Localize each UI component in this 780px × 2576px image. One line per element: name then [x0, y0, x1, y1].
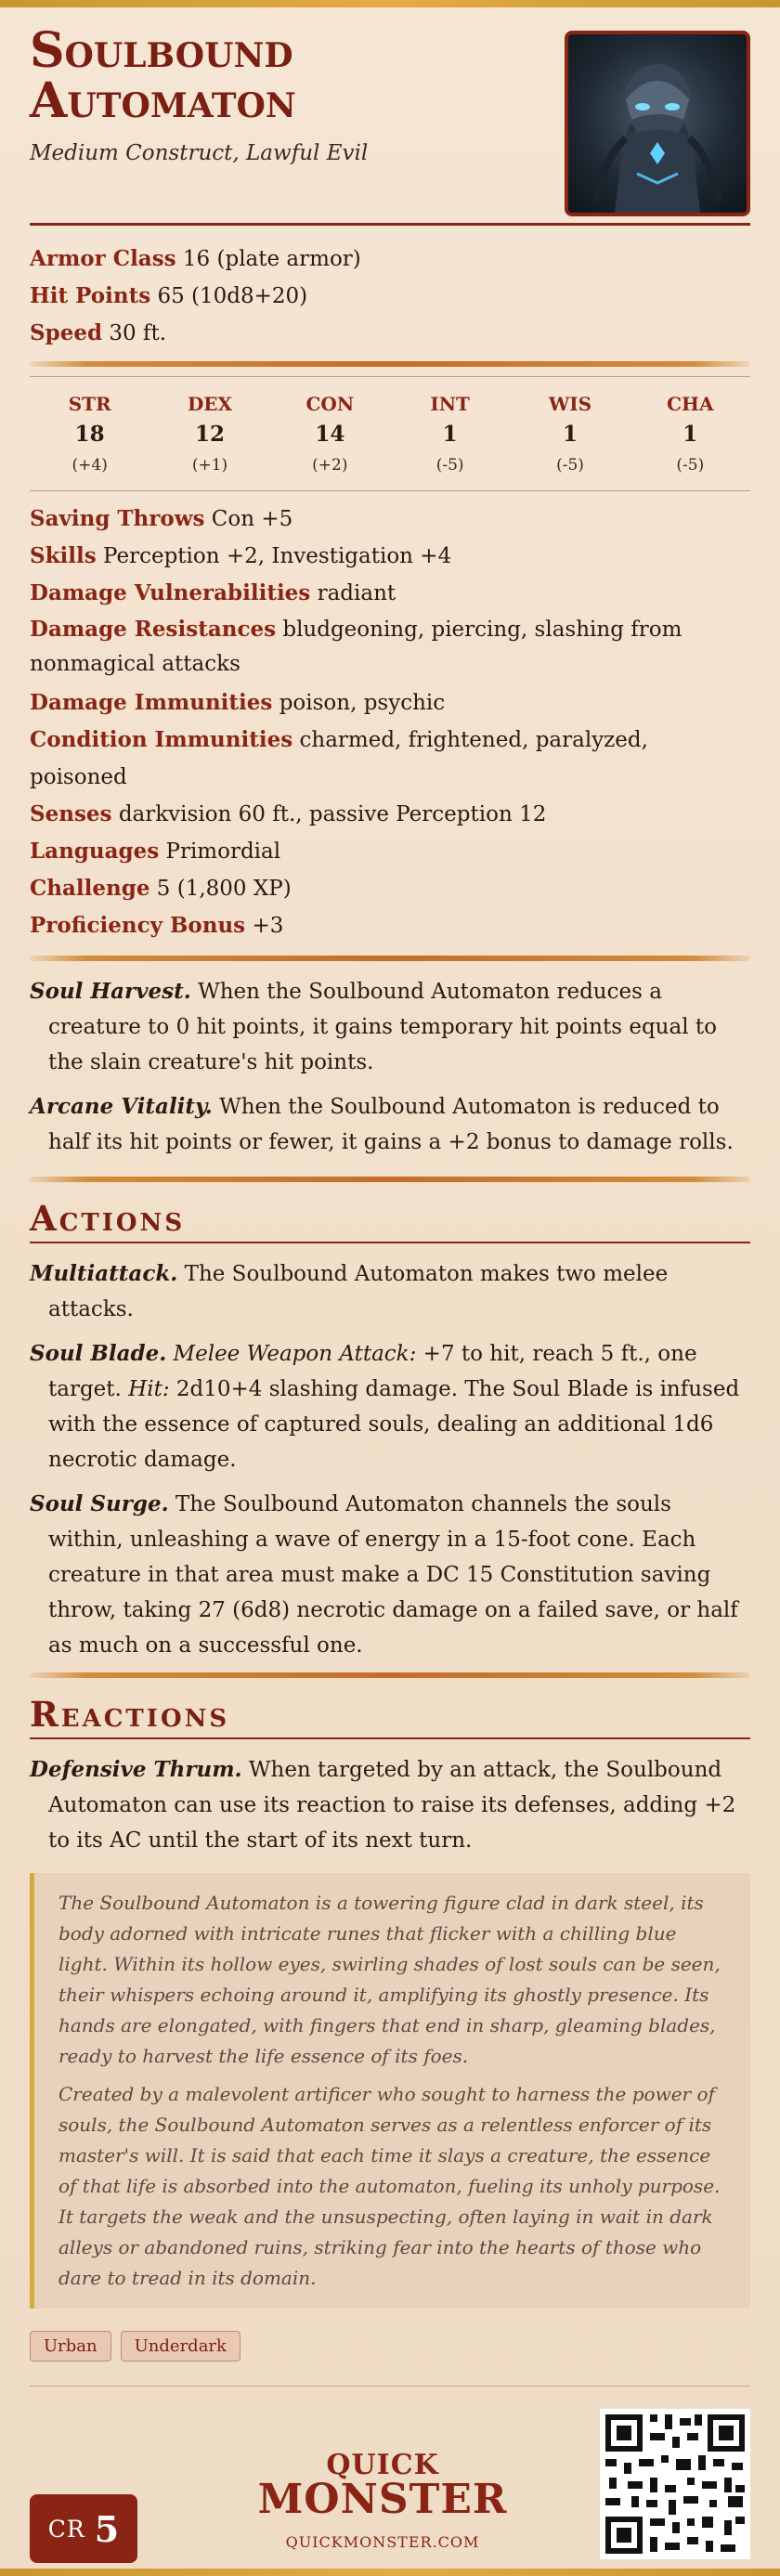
action-multiattack — [30, 1256, 750, 1327]
action-name: Multiattack. — [30, 1261, 178, 1286]
prop-value: darkvision 60 ft., passive Perception 12 — [118, 802, 547, 826]
action-soul-surge — [30, 1487, 750, 1663]
footer — [30, 2387, 750, 2572]
reaction-text: When targeted by an attack, the Soulbound Automaton can use its reaction to raise its defenses, adding +2 to its AC until the start of its next turn. — [48, 1758, 736, 1853]
gold-divider — [30, 1177, 750, 1182]
logo-line-2: MONSTER — [257, 2476, 508, 2523]
hit-points — [30, 278, 750, 315]
logo-line-1: QUICK — [326, 2449, 439, 2481]
prop-value: bludgeoning, piercing, slashing from nonmagical attacks — [30, 618, 682, 676]
damage-vulnerabilities — [30, 575, 750, 612]
ability-con — [270, 390, 390, 479]
challenge — [30, 870, 750, 907]
qr-code-icon — [600, 2409, 750, 2559]
prop-label: Challenge — [30, 876, 150, 901]
cr-value: 5 — [94, 2507, 120, 2550]
ability-name: WIS — [548, 393, 592, 415]
tags — [30, 2331, 750, 2387]
reaction-name: Defensive Thrum. — [30, 1757, 242, 1782]
damage-immunities — [30, 684, 750, 722]
attack-text: +7 to hit, reach 5 ft., one target. — [48, 1342, 697, 1401]
monster-name: Soulbound Automaton — [30, 22, 296, 129]
ability-score: 1 — [442, 422, 458, 447]
ability-name: STR — [68, 393, 111, 415]
header — [30, 22, 750, 223]
ability-scores — [30, 376, 750, 491]
monster-meta: Medium Construct, Lawful Evil — [30, 141, 369, 165]
hit-points-value: 65 (10d8+20) — [157, 284, 308, 308]
traits — [30, 961, 750, 1177]
armor-class — [30, 241, 750, 278]
prop-value: Primordial — [165, 839, 281, 864]
trait-text: When the Soulbound Automaton is reduced to half its hit points or fewer, it gains a +2 bonus to damage rolls. — [48, 1095, 734, 1154]
prop-value: charmed, frightened, paralyzed, poisoned — [30, 728, 648, 789]
action-text: The Soulbound Automaton channels the souls within, unleashing a wave of energy in a 15-foot cone. Each creature in that area must make a DC 15 Constitution saving throw, taking 27 (6d8) necrotic damage on a failed save, or half as much on a successful one. — [48, 1492, 738, 1658]
prop-label: Languages — [30, 839, 160, 864]
prop-value: 5 (1,800 XP) — [156, 877, 292, 901]
action-text: The Soulbound Automaton makes two melee attacks. — [48, 1262, 669, 1321]
actions-list — [30, 1256, 750, 1663]
ability-score: 12 — [194, 422, 225, 447]
hit-points-label: Hit Points — [30, 283, 151, 308]
ability-name: INT — [430, 393, 470, 415]
lore-paragraph: Created by a malevolent artificer who sought to harness the power of souls, the Soulbound Automaton serves as a relentless enforcer of its master's will. It is said that each time it slays a creature, the essence of that life is absorbed into the automaton, fueling its unholy purpose. It targets the weak and the unsuspecting, often laying in wait in dark alleys or abandoned ruins, striking fear into the hearts of those who dare to tread in its domain. — [58, 2083, 721, 2289]
prop-label: Senses — [30, 801, 112, 826]
prop-value: Con +5 — [211, 507, 293, 531]
ability-name: DEX — [187, 393, 233, 415]
attack-type: Melee Weapon Attack: — [173, 1342, 417, 1366]
ability-modifier: (-5) — [436, 456, 464, 475]
logo-url[interactable]: QUICKMONSTER.COM — [285, 2533, 480, 2551]
skills — [30, 538, 750, 575]
qr-code-graphic — [600, 2409, 750, 2559]
automaton-portrait-icon — [568, 34, 747, 213]
challenge-rating-badge — [30, 2494, 137, 2563]
ability-modifier: (+4) — [72, 456, 108, 475]
ability-int — [390, 390, 510, 479]
prop-value: radiant — [317, 581, 396, 605]
proficiency-bonus — [30, 907, 750, 944]
prop-label: Saving Throws — [30, 506, 205, 531]
trait-arcane-vitality — [30, 1089, 750, 1160]
monster-portrait — [565, 31, 750, 216]
prop-label: Skills — [30, 543, 97, 568]
quickmonster-logo[interactable] — [253, 2449, 513, 2551]
action-soul-blade — [30, 1336, 750, 1477]
speed-label: Speed — [30, 320, 103, 345]
top-accent-bar — [0, 0, 780, 7]
ability-wis — [510, 390, 630, 479]
reactions-rule — [30, 1737, 750, 1739]
gold-divider — [30, 361, 750, 367]
tag-underdark[interactable]: Underdark — [121, 2331, 240, 2361]
condition-immunities — [30, 722, 750, 796]
ability-score: 1 — [682, 422, 698, 447]
action-name: Soul Surge. — [30, 1491, 169, 1516]
core-stats — [30, 226, 750, 361]
ability-score: 14 — [315, 422, 345, 447]
cr-label: CR — [47, 2515, 85, 2543]
bottom-accent-bar — [0, 2569, 780, 2576]
trait-name: Arcane Vitality. — [30, 1094, 213, 1119]
ability-modifier: (-5) — [676, 456, 705, 475]
ability-modifier: (-5) — [556, 456, 584, 475]
action-text: 2d10+4 slashing damage. The Soul Blade is infused with the essence of captured souls, dealing an additional 1d6 necrotic damage. — [48, 1377, 740, 1472]
detail-properties — [30, 491, 750, 956]
ability-name: CHA — [667, 393, 714, 415]
prop-value: Perception +2, Investigation +4 — [103, 544, 452, 568]
armor-class-label: Armor Class — [30, 246, 176, 271]
tag-urban[interactable]: Urban — [30, 2331, 111, 2361]
prop-label: Proficiency Bonus — [30, 913, 246, 938]
prop-label: Condition Immunities — [30, 727, 293, 752]
hit-label: Hit: — [128, 1377, 170, 1401]
lore-paragraph: The Soulbound Automaton is a towering figure clad in dark steel, its body adorned with intricate runes that flicker with a chilling blue light. Within its hollow eyes, swirling shades of lost souls can be seen, their whispers echoing around it, amplifying its ghostly presence. Its hands are elongated, with fingers that end in sharp, gleaming blades, ready to harvest the life essence of its foes. — [58, 1892, 721, 2067]
ability-score: 18 — [74, 422, 105, 447]
prop-value: +3 — [252, 914, 284, 938]
trait-text: When the Soulbound Automaton reduces a creature to 0 hit points, it gains temporary hit points equal to the slain creature's hit points. — [48, 980, 717, 1074]
ability-name: CON — [306, 393, 355, 415]
actions-rule — [30, 1242, 750, 1243]
gold-divider — [30, 1672, 750, 1678]
lore-box — [30, 1873, 750, 2309]
speed-value: 30 ft. — [109, 321, 167, 345]
prop-value: poison, psychic — [279, 691, 446, 715]
ability-cha — [630, 390, 750, 479]
prop-label: Damage Immunities — [30, 690, 273, 715]
stat-block — [30, 22, 750, 2572]
action-name: Soul Blade. — [30, 1341, 167, 1366]
senses — [30, 796, 750, 833]
ability-str — [30, 390, 150, 479]
trait-soul-harvest — [30, 974, 750, 1080]
actions-heading: Actions — [30, 1198, 186, 1239]
saving-throws — [30, 501, 750, 538]
armor-class-value: 16 (plate armor) — [182, 247, 361, 271]
reaction-defensive-thrum — [30, 1752, 750, 1858]
prop-label: Damage Resistances — [30, 617, 277, 642]
ability-dex — [150, 390, 269, 479]
damage-resistances — [30, 612, 750, 684]
ability-modifier: (+1) — [191, 456, 228, 475]
trait-name: Soul Harvest. — [30, 979, 191, 1004]
reactions-heading: Reactions — [30, 1694, 230, 1735]
prop-label: Damage Vulnerabilities — [30, 580, 311, 605]
speed — [30, 315, 750, 352]
ability-score: 1 — [562, 422, 578, 447]
languages — [30, 833, 750, 870]
ability-modifier: (+2) — [312, 456, 348, 475]
